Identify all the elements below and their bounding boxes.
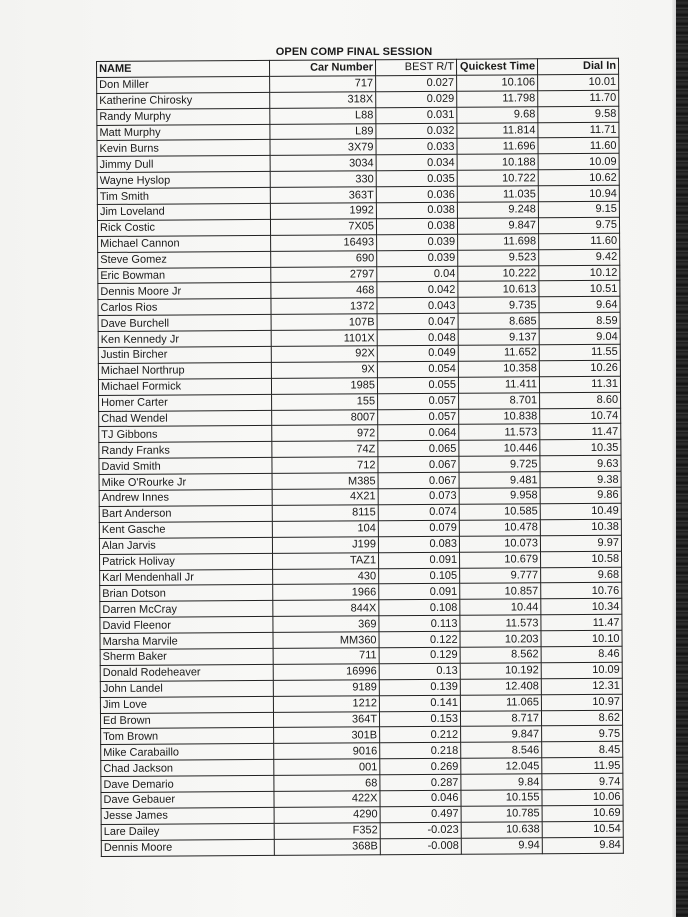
cell-best-rt: 0.065 <box>378 441 459 457</box>
cell-dial-in: 10.12 <box>539 265 620 281</box>
cell-car-number: 68 <box>274 775 380 792</box>
document-title: OPEN COMP FINAL SESSION <box>275 46 433 58</box>
cell-car-number: 2797 <box>271 266 377 283</box>
cell-name: Chad Wendel <box>99 410 272 427</box>
cell-name: Michael Formick <box>98 378 271 395</box>
cell-best-rt: 0.055 <box>377 377 458 393</box>
cell-car-number: 104 <box>272 521 378 538</box>
cell-quickest-time: 10.44 <box>460 599 541 615</box>
cell-quickest-time: 11.065 <box>460 694 541 710</box>
cell-name: Homer Carter <box>99 394 272 411</box>
cell-name: Tim Smith <box>97 188 270 205</box>
col-header-dial-in: Dial In <box>537 58 618 74</box>
cell-name: Randy Franks <box>99 442 272 459</box>
cell-dial-in: 10.76 <box>541 583 622 599</box>
cell-car-number: J199 <box>272 537 378 554</box>
cell-best-rt: 0.067 <box>378 457 459 473</box>
cell-dial-in: 9.68 <box>541 567 622 583</box>
cell-dial-in: 10.62 <box>538 170 619 186</box>
cell-car-number: 1966 <box>273 584 379 601</box>
cell-best-rt: 0.039 <box>377 250 458 266</box>
cell-best-rt: 0.036 <box>376 186 457 202</box>
cell-car-number: 74Z <box>272 441 378 458</box>
cell-car-number: 972 <box>272 425 378 442</box>
col-header-name: NAME <box>97 60 270 77</box>
cell-quickest-time: 8.562 <box>460 647 541 663</box>
cell-name: Chad Jackson <box>101 760 274 777</box>
cell-dial-in: 10.01 <box>538 74 619 90</box>
cell-dial-in: 9.75 <box>538 217 619 233</box>
cell-name: Jesse James <box>101 807 274 824</box>
cell-name: Bart Anderson <box>99 505 272 522</box>
cell-quickest-time: 10.838 <box>459 408 540 424</box>
cell-best-rt: 0.034 <box>376 155 457 171</box>
cell-best-rt: 0.046 <box>380 790 461 806</box>
cell-best-rt: 0.074 <box>378 504 459 520</box>
cell-best-rt: 0.139 <box>379 679 460 695</box>
cell-quickest-time: 9.248 <box>457 202 538 218</box>
cell-quickest-time: 8.717 <box>460 710 541 726</box>
cell-name: Kent Gasche <box>99 521 272 538</box>
cell-best-rt: 0.108 <box>379 600 460 616</box>
cell-car-number: 4X21 <box>272 489 378 506</box>
cell-best-rt: 0.269 <box>380 758 461 774</box>
cell-name: Karl Mendenhall Jr <box>100 569 273 586</box>
cell-name: Randy Murphy <box>97 108 270 125</box>
cell-car-number: 9016 <box>274 743 380 760</box>
cell-car-number: 8115 <box>272 505 378 522</box>
cell-dial-in: 8.62 <box>541 710 622 726</box>
cell-car-number: MM360 <box>273 632 379 649</box>
cell-quickest-time: 11.814 <box>457 122 538 138</box>
cell-car-number: 330 <box>270 171 376 188</box>
cell-car-number: 369 <box>273 616 379 633</box>
cell-best-rt: 0.048 <box>377 329 458 345</box>
cell-quickest-time: 11.698 <box>458 234 539 250</box>
cell-best-rt: 0.049 <box>377 345 458 361</box>
cell-dial-in: 10.35 <box>540 440 621 456</box>
cell-best-rt: 0.218 <box>380 743 461 759</box>
cell-dial-in: 8.45 <box>542 742 623 758</box>
cell-dial-in: 10.49 <box>540 503 621 519</box>
cell-quickest-time: 8.546 <box>461 742 542 758</box>
cell-dial-in: 8.60 <box>540 392 621 408</box>
cell-dial-in: 10.69 <box>542 805 623 821</box>
cell-quickest-time: 9.725 <box>459 456 540 472</box>
cell-car-number: 1101X <box>271 330 377 347</box>
cell-name: Kevin Burns <box>97 140 270 157</box>
cell-quickest-time: 9.958 <box>459 488 540 504</box>
scanner-edge <box>676 0 688 917</box>
cell-best-rt: 0.035 <box>376 171 457 187</box>
cell-quickest-time: 12.045 <box>461 758 542 774</box>
cell-name: Michael Northrup <box>98 362 271 379</box>
cell-name: Jimmy Dull <box>97 156 270 173</box>
cell-name: Katherine Chirosky <box>97 92 270 109</box>
cell-best-rt: 0.032 <box>376 123 457 139</box>
cell-dial-in: 10.10 <box>541 630 622 646</box>
cell-car-number: 1372 <box>271 298 377 315</box>
cell-dial-in: 11.71 <box>538 122 619 138</box>
cell-car-number: 107B <box>271 314 377 331</box>
cell-best-rt: 0.033 <box>376 139 457 155</box>
cell-quickest-time: 11.798 <box>457 91 538 107</box>
cell-dial-in: 10.38 <box>540 519 621 535</box>
cell-car-number: 1212 <box>273 695 379 712</box>
cell-quickest-time: 10.585 <box>459 504 540 520</box>
cell-quickest-time: 10.638 <box>461 822 542 838</box>
cell-name: Donald Rodeheaver <box>100 664 273 681</box>
cell-name: Andrew Innes <box>99 489 272 506</box>
results-body <box>97 74 624 856</box>
cell-dial-in: 9.84 <box>542 837 623 853</box>
cell-name: Tom Brown <box>101 728 274 745</box>
cell-best-rt: -0.008 <box>380 838 461 854</box>
cell-car-number: 1992 <box>270 203 376 220</box>
cell-quickest-time: 11.035 <box>457 186 538 202</box>
cell-name: Don Miller <box>97 76 270 93</box>
cell-car-number: 318X <box>270 92 376 109</box>
cell-dial-in: 10.54 <box>542 821 623 837</box>
cell-car-number: 3034 <box>270 155 376 172</box>
cell-best-rt: 0.13 <box>379 663 460 679</box>
cell-quickest-time: 10.073 <box>459 536 540 552</box>
cell-quickest-time: 9.735 <box>458 297 539 313</box>
cell-name: TJ Gibbons <box>99 426 272 443</box>
cell-name: Sherm Baker <box>100 648 273 665</box>
cell-quickest-time: 8.701 <box>459 392 540 408</box>
cell-car-number: 711 <box>273 648 379 665</box>
cell-quickest-time: 9.523 <box>458 249 539 265</box>
cell-best-rt: 0.027 <box>376 75 457 91</box>
cell-name: Eric Bowman <box>98 267 271 284</box>
cell-dial-in: 9.75 <box>542 726 623 742</box>
cell-dial-in: 11.55 <box>539 344 620 360</box>
cell-quickest-time: 10.785 <box>461 806 542 822</box>
cell-quickest-time: 10.358 <box>458 361 539 377</box>
cell-dial-in: 10.26 <box>539 360 620 376</box>
cell-quickest-time: 11.652 <box>458 345 539 361</box>
col-header-best-rt: BEST R/T <box>375 59 456 75</box>
cell-dial-in: 10.09 <box>538 154 619 170</box>
cell-name: Patrick Holivay <box>100 553 273 570</box>
cell-best-rt: 0.141 <box>379 695 460 711</box>
cell-car-number: 8007 <box>272 409 378 426</box>
cell-quickest-time: 10.722 <box>457 170 538 186</box>
cell-best-rt: 0.04 <box>377 266 458 282</box>
cell-name: Marsha Marvile <box>100 632 273 649</box>
cell-quickest-time: 10.203 <box>460 631 541 647</box>
cell-name: Darren McCray <box>100 601 273 618</box>
cell-best-rt: 0.039 <box>377 234 458 250</box>
cell-quickest-time: 10.188 <box>457 154 538 170</box>
cell-name: Dave Gebauer <box>101 791 274 808</box>
col-header-car-number: Car Number <box>269 60 375 77</box>
cell-dial-in: 10.51 <box>539 281 620 297</box>
cell-name: Mike Carabaillo <box>101 744 274 761</box>
cell-dial-in: 9.58 <box>538 106 619 122</box>
cell-car-number: 712 <box>272 457 378 474</box>
cell-car-number: 468 <box>271 282 377 299</box>
cell-dial-in: 9.97 <box>540 535 621 551</box>
cell-quickest-time: 9.847 <box>461 726 542 742</box>
cell-car-number: 844X <box>273 600 379 617</box>
cell-name: Steve Gomez <box>98 251 271 268</box>
cell-name: Rick Costic <box>97 219 270 236</box>
cell-name: David Fleenor <box>100 617 273 634</box>
cell-quickest-time: 11.411 <box>458 377 539 393</box>
cell-name: Dave Burchell <box>98 315 271 332</box>
cell-dial-in: 9.04 <box>539 328 620 344</box>
cell-best-rt: 0.091 <box>379 552 460 568</box>
cell-car-number: L88 <box>270 107 376 124</box>
cell-best-rt: 0.287 <box>380 774 461 790</box>
cell-best-rt: 0.079 <box>378 520 459 536</box>
cell-dial-in: 11.60 <box>539 233 620 249</box>
cell-best-rt: -0.023 <box>380 822 461 838</box>
cell-dial-in: 10.94 <box>538 185 619 201</box>
cell-best-rt: 0.122 <box>379 631 460 647</box>
cell-car-number: TAZ1 <box>273 552 379 569</box>
cell-car-number: 363T <box>270 187 376 204</box>
cell-name: Michael Cannon <box>98 235 271 252</box>
cell-name: Ed Brown <box>100 712 273 729</box>
cell-name: Dave Demario <box>101 776 274 793</box>
cell-best-rt: 0.029 <box>376 91 457 107</box>
cell-best-rt: 0.105 <box>379 568 460 584</box>
cell-best-rt: 0.043 <box>377 298 458 314</box>
cell-car-number: 430 <box>273 568 379 585</box>
cell-dial-in: 10.06 <box>542 789 623 805</box>
cell-car-number: L89 <box>270 123 376 140</box>
cell-quickest-time: 8.685 <box>458 313 539 329</box>
cell-dial-in: 9.86 <box>540 487 621 503</box>
cell-car-number: 368B <box>274 838 380 855</box>
cell-car-number: 690 <box>271 250 377 267</box>
cell-name: John Landel <box>100 680 273 697</box>
cell-car-number: M385 <box>272 473 378 490</box>
cell-dial-in: 11.47 <box>540 424 621 440</box>
cell-car-number: 301B <box>274 727 380 744</box>
cell-best-rt: 0.047 <box>377 314 458 330</box>
cell-quickest-time: 9.777 <box>460 567 541 583</box>
cell-dial-in: 10.09 <box>541 662 622 678</box>
cell-dial-in: 11.95 <box>542 757 623 773</box>
cell-quickest-time: 10.155 <box>461 790 542 806</box>
cell-best-rt: 0.067 <box>378 472 459 488</box>
cell-best-rt: 0.083 <box>378 536 459 552</box>
cell-best-rt: 0.073 <box>378 488 459 504</box>
cell-quickest-time: 11.573 <box>460 615 541 631</box>
cell-quickest-time: 11.573 <box>459 424 540 440</box>
cell-name: Mike O'Rourke Jr <box>99 474 272 491</box>
cell-name: Jim Love <box>100 696 273 713</box>
cell-best-rt: 0.129 <box>379 647 460 663</box>
cell-dial-in: 11.70 <box>538 90 619 106</box>
cell-best-rt: 0.054 <box>377 361 458 377</box>
cell-name: Lare Dailey <box>101 823 274 840</box>
cell-best-rt: 0.064 <box>378 425 459 441</box>
cell-quickest-time: 10.679 <box>460 551 541 567</box>
cell-dial-in: 11.47 <box>541 614 622 630</box>
cell-dial-in: 9.63 <box>540 456 621 472</box>
cell-quickest-time: 9.847 <box>457 218 538 234</box>
cell-best-rt: 0.038 <box>376 218 457 234</box>
cell-best-rt: 0.153 <box>379 711 460 727</box>
cell-car-number: 92X <box>271 346 377 363</box>
cell-quickest-time: 9.84 <box>461 774 542 790</box>
cell-car-number: 9189 <box>273 680 379 697</box>
results-table <box>96 58 624 857</box>
cell-name: Matt Murphy <box>97 124 270 141</box>
cell-best-rt: 0.038 <box>376 202 457 218</box>
cell-name: Brian Dotson <box>100 585 273 602</box>
cell-quickest-time: 10.446 <box>459 440 540 456</box>
cell-best-rt: 0.031 <box>376 107 457 123</box>
cell-best-rt: 0.212 <box>380 727 461 743</box>
cell-car-number: 364T <box>273 711 379 728</box>
cell-name: Carlos Rios <box>98 299 271 316</box>
cell-quickest-time: 9.68 <box>457 106 538 122</box>
cell-dial-in: 10.97 <box>541 694 622 710</box>
cell-car-number: 422X <box>274 791 380 808</box>
cell-name: Alan Jarvis <box>99 537 272 554</box>
cell-name: Jim Loveland <box>97 203 270 220</box>
cell-dial-in: 10.74 <box>540 408 621 424</box>
cell-name: Justin Bircher <box>98 346 271 363</box>
cell-name: Wayne Hyslop <box>97 172 270 189</box>
cell-best-rt: 0.042 <box>377 282 458 298</box>
cell-quickest-time: 9.137 <box>458 329 539 345</box>
cell-car-number: 1985 <box>271 378 377 395</box>
cell-car-number: 7X05 <box>270 219 376 236</box>
cell-car-number: 9X <box>271 362 377 379</box>
cell-quickest-time: 9.481 <box>459 472 540 488</box>
cell-dial-in: 10.58 <box>541 551 622 567</box>
col-header-quickest-time: Quickest Time <box>456 59 537 75</box>
cell-car-number: 16996 <box>273 664 379 681</box>
cell-dial-in: 10.34 <box>541 599 622 615</box>
cell-quickest-time: 10.478 <box>459 520 540 536</box>
cell-name: Ken Kennedy Jr <box>98 331 271 348</box>
cell-best-rt: 0.113 <box>379 615 460 631</box>
cell-dial-in: 9.42 <box>539 249 620 265</box>
cell-quickest-time: 10.222 <box>458 265 539 281</box>
cell-quickest-time: 10.192 <box>460 663 541 679</box>
cell-dial-in: 11.31 <box>539 376 620 392</box>
cell-dial-in: 12.31 <box>541 678 622 694</box>
cell-dial-in: 11.60 <box>538 138 619 154</box>
cell-best-rt: 0.091 <box>379 584 460 600</box>
cell-quickest-time: 9.94 <box>461 837 542 853</box>
cell-car-number: 4290 <box>274 807 380 824</box>
cell-dial-in: 9.64 <box>539 297 620 313</box>
cell-name: David Smith <box>99 458 272 475</box>
cell-quickest-time: 11.696 <box>457 138 538 154</box>
cell-best-rt: 0.057 <box>378 409 459 425</box>
cell-dial-in: 8.59 <box>539 313 620 329</box>
cell-car-number: 16493 <box>271 235 377 252</box>
cell-quickest-time: 12.408 <box>460 679 541 695</box>
cell-name: Dennis Moore Jr <box>98 283 271 300</box>
cell-car-number: 001 <box>274 759 380 776</box>
cell-dial-in: 8.46 <box>541 646 622 662</box>
cell-car-number: 3X79 <box>270 139 376 156</box>
cell-name: Dennis Moore <box>101 839 274 856</box>
table-row <box>101 837 623 856</box>
cell-dial-in: 9.74 <box>542 773 623 789</box>
cell-quickest-time: 10.857 <box>460 583 541 599</box>
cell-dial-in: 9.15 <box>538 201 619 217</box>
cell-car-number: F352 <box>274 823 380 840</box>
cell-car-number: 717 <box>270 76 376 93</box>
cell-quickest-time: 10.106 <box>457 75 538 91</box>
cell-best-rt: 0.497 <box>380 806 461 822</box>
cell-quickest-time: 10.613 <box>458 281 539 297</box>
cell-best-rt: 0.057 <box>378 393 459 409</box>
cell-dial-in: 9.38 <box>540 471 621 487</box>
cell-car-number: 155 <box>272 393 378 410</box>
